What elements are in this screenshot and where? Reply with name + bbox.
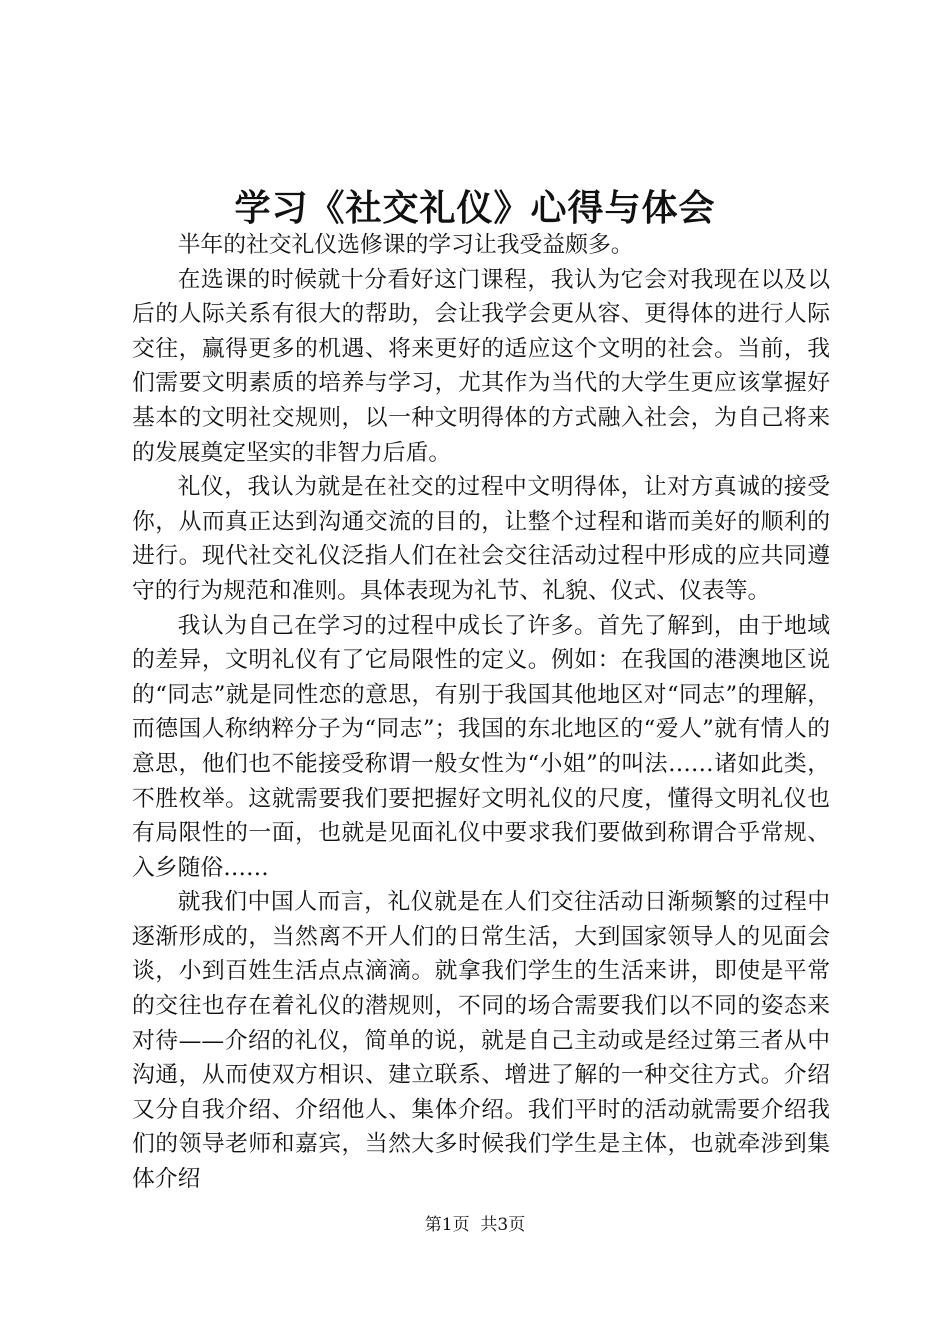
- paragraph-1: 半年的社交礼仪选修课的学习让我受益颇多。: [177, 232, 634, 258]
- page-footer: [0, 1213, 950, 1237]
- paragraph-4: 我认为自己在学习的过程中成长了许多。首先了解到，由于地域的差异，文明礼仪有了它局限性的定义。例如：在我国的港澳地区说的“同志”就是同性恋的意思，有别于我国其他地区对“同志”的理解，而德国人称纳粹分子为“同志”；我国的东北地区的“爱人”就有情人的意思，他们也不能接受称谓一般女性为“小姐”的叫法……诸如此类，不胜枚举。这就需要我们要把握好文明礼仪的尺度，懂得文明礼仪也有局限性的一面，也就是见面礼仪中要求我们要做到称谓合乎常规、入乡随俗……: [132, 612, 830, 881]
- paragraph-5: 就我们中国人而言，礼仪就是在人们交往活动日渐频繁的过程中逐渐形成的，当然离不开人们的日常生活，大到国家领导人的见面会谈，小到百姓生活点点滴滴。就拿我们学生的生活来讲，即使是平常的交往也存在着礼仪的潜规则，不同的场合需要我们以不同的姿态来对待——介绍的礼仪，简单的说，就是自己主动或是经过第三者从中沟通，从而使双方相识、建立联系、增进了解的一种交往方式。介绍又分自我介绍、介绍他人、集体介绍。我们平时的活动就需要介绍我们的领导老师和嘉宾，当然大多时候我们学生是主体，也就牵涉到集体介绍: [132, 889, 830, 1193]
- paragraph-3: 礼仪，我认为就是在社交的过程中文明得体，让对方真诚的接受你，从而真正达到沟通交流的目的，让整个过程和谐而美好的顺利的进行。现代社交礼仪泛指人们在社会交往活动过程中形成的应共同遵守的行为规范和准则。具体表现为礼节、礼貌、仪式、仪表等。: [132, 474, 830, 604]
- paragraph-2: 在选课的时候就十分看好这门课程，我认为它会对我现在以及以后的人际关系有很大的帮助，会让我学会更从容、更得体的进行人际交往，赢得更多的机遇、将来更好的适应这个文明的社会。当前，我们需要文明素质的培养与学习，尤其作为当代的大学生更应该掌握好基本的文明社交规则，以一种文明得体的方式融入社会，为自己将来的发展奠定坚实的非智力后盾。: [132, 266, 830, 466]
- document-title: 学习《社交礼仪》心得与体会: [234, 187, 716, 229]
- page-number-label: 第1页 共3页: [424, 1215, 526, 1235]
- document-body: [132, 228, 830, 1197]
